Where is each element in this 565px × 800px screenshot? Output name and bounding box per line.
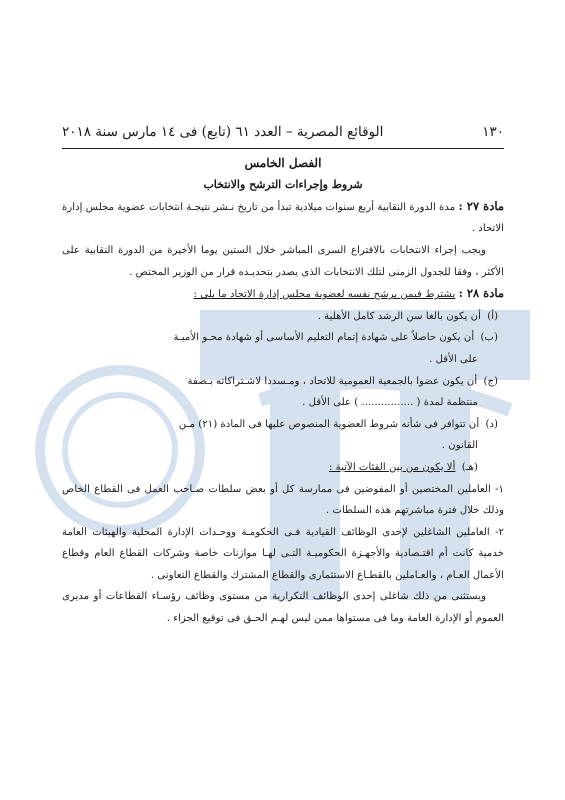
closing-paragraph: ويستثنى من ذلك شاغلى إحدى الوظائف التكرارية من مستوى وظائف رؤسـاء القطاعات أو مديرى العموم أو الإدارة العامة وما فى مستواها ممن ليس لهـم الحـق فى توقيع الجزاء . — [62, 591, 504, 625]
item-marker: (ب) — [480, 332, 498, 344]
list-item — [62, 327, 504, 349]
item-marker: (هـ) — [461, 461, 478, 473]
item-text: أن يكون بالغا سن الرشد كامل الأهلية . — [317, 310, 481, 322]
article-28-label: مادة ٢٨ : — [458, 286, 504, 301]
item-text: ألا يكون من بين الفئات الآتية : — [328, 461, 456, 473]
item-text: أن يكون عضوا بالجمعية العمومية للاتحاد ، ومـسددا لاشـتراكاته بـصفة — [187, 375, 478, 387]
document-page — [62, 122, 504, 630]
item-text: أن يكون حاصلاً على شهادة إتمام التعليم الأساسى أو شهادة محـو الأميـة — [173, 332, 475, 344]
header-page-number: ١٣٠ — [482, 124, 504, 140]
header-title: الوقائع المصرية – العدد ٦١ (تابع) فى ١٤ مارس سنة ٢٠١٨ — [62, 124, 384, 140]
article-28-intro: يشترط فيمن يرشح نفسه لعضوية مجلس إدارة الاتحاد ما يلى : — [193, 289, 456, 301]
item-marker: (د) — [485, 418, 498, 430]
item-marker: (أ) — [487, 310, 498, 322]
item-text: أن تتوافر فى شأنه شروط العضوية المنصوص عليها فى المادة (٢١) مـن — [178, 418, 480, 430]
clause-1: ١- العاملين المختصين أو المفوضين فى ممارسة كل أو بعض سلطات صـاحب العمل فى القطاع الخاص وذلك خلال فترة مباشرتهم هذه السلطات . — [62, 483, 504, 517]
clause-2: ٢- العاملين الشاغلين لإحدى الوظائف القيادية فـى الحكومـة ووحـدات الإدارة المحلية والهيئات العامة خدمية كانت أم اقتـصادية والأجهـزة الحكوميـة التـى لهـا موازنات خاصة وشركات القطاع العام وقطاع الأعمال العـام ، والعـاملين بالقطـاع الاستثمارى والقطاع المشترك والقطاع التعاونى . — [62, 526, 504, 581]
item-continuation: القانون . — [441, 440, 478, 452]
list-item — [62, 414, 504, 436]
chapter-title: الفصل الخامس — [244, 155, 322, 170]
article-27-text: مدة الدورة النقابية أربع سنوات ميلادية تبدأ من تاريخ نـشر نتيجـة انتخابات عضوية مجلس إدارة الاتحاد . — [62, 201, 504, 235]
article-27-para2: ويجب إجراء الانتخابات بالاقتراع السرى المباشر خلال الستين يوما الأخيرة من الدورة النقابية على الأكثر ، وفقا للجدول الزمنى لتلك الانتخابات الذى يصدر بتحديـده قرار من الوزير المختص . — [62, 244, 504, 278]
list-item — [62, 306, 504, 328]
item-marker: (ج) — [483, 375, 498, 387]
article-28 — [62, 283, 504, 306]
list-item — [62, 371, 504, 393]
chapter-subtitle: شروط وإجراءات الترشح والانتخاب — [203, 178, 363, 192]
list-item — [62, 457, 504, 479]
article-27-label: مادة ٢٧ : — [458, 198, 504, 213]
page-header — [62, 122, 504, 149]
item-continuation: على الأقل . — [429, 353, 478, 365]
item-continuation: منتظمة لمدة ( ................ ) على الأقل . — [302, 397, 478, 409]
article-27 — [62, 196, 504, 240]
